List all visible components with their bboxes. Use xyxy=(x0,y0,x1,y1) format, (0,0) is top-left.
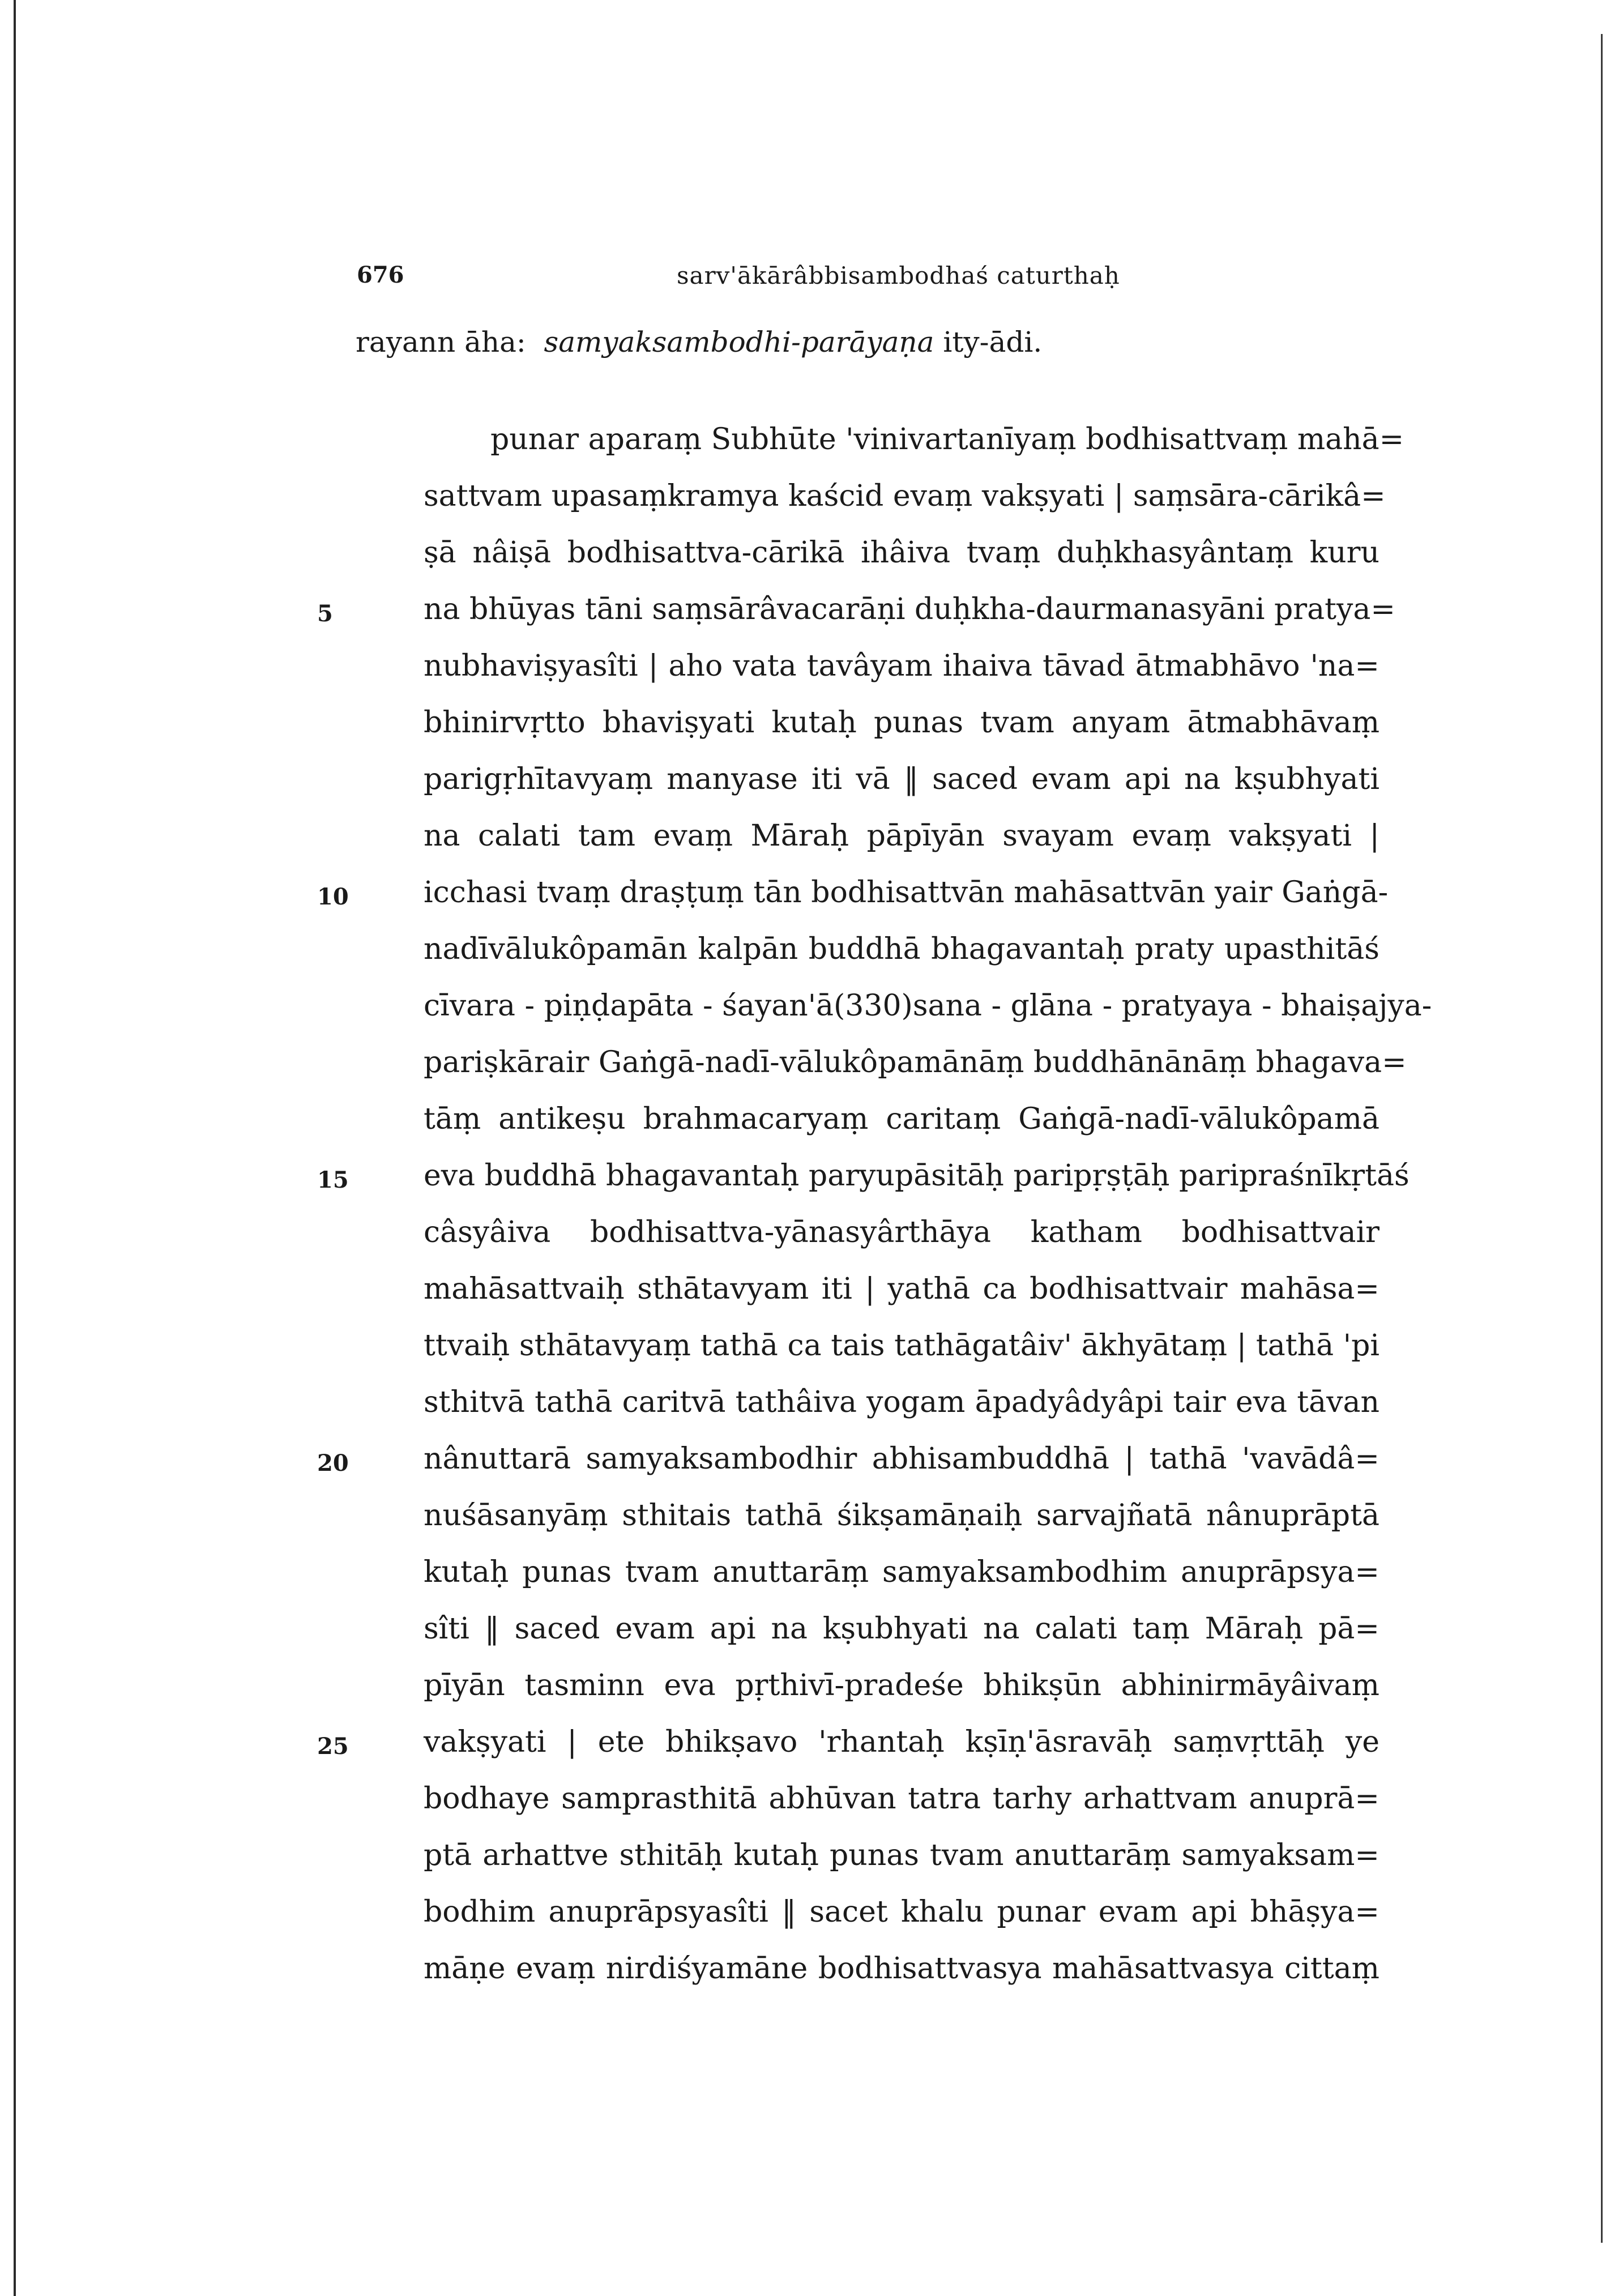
text-line-14: eva buddhā bhagavantaḥ paryupāsitāḥ paripṛṣṭāḥ paripraśnīkṛtāś xyxy=(424,1159,1410,1193)
gutter-rule xyxy=(1601,34,1603,2243)
text-line-25: bodhaye samprasthitā abhūvan tatra tarhy arhattvam anuprā= xyxy=(424,1782,1379,1816)
text-line-9: icchasi tvaṃ draṣṭuṃ tān bodhisattvān mahāsattvān yair Gaṅgā- xyxy=(424,876,1389,910)
text-line-22: sîti ‖ saced evam api na kṣubhyati na calati taṃ Māraḥ pā= xyxy=(424,1612,1379,1646)
text-line-4: na bhūyas tāni saṃsārâvacarāṇi duḥkha-daurmanasyāni pratya= xyxy=(424,592,1395,626)
text-line-26: ptā arhattve sthitāḥ kutaḥ punas tvam anuttarāṃ samyaksam= xyxy=(424,1838,1379,1872)
carry-suffix: ity-ādi. xyxy=(934,326,1043,359)
text-line-1: punar aparaṃ Subhūte 'vinivartanīyaṃ bodhisattvaṃ mahā= xyxy=(490,423,1404,456)
text-line-15: câsyâiva bodhisattva-yānasyârthāya katham bodhisattvair xyxy=(424,1215,1379,1249)
line-number-15: 15 xyxy=(317,1167,349,1193)
carry-over-line xyxy=(356,326,1042,359)
text-line-23: pīyān tasminn eva pṛthivī-pradeśe bhikṣūn abhinirmāyâivaṃ xyxy=(424,1668,1379,1702)
running-title: sarv'ākārâbbisambodhaś caturthaḥ xyxy=(677,262,1120,289)
text-line-2: sattvam upasaṃkramya kaścid evaṃ vakṣyati | saṃsāra-cārikâ= xyxy=(424,479,1386,513)
text-line-20: nuśāsanyāṃ sthitais tathā śikṣamāṇaiḥ sarvajñatā nânuprāptā xyxy=(424,1499,1379,1533)
text-line-3: ṣā nâiṣā bodhisattva-cārikā ihâiva tvaṃ duḥkhasyântaṃ kuru xyxy=(424,536,1379,570)
text-line-27: bodhim anuprāpsyasîti ‖ sacet khalu punar evam api bhāṣya= xyxy=(424,1895,1379,1929)
text-line-11: cīvara - piṇḍapāta - śayan'ā(330)sana - glāna - pratyaya - bhaiṣajya- xyxy=(424,989,1432,1023)
line-number-5: 5 xyxy=(317,600,333,627)
text-line-28: māṇe evaṃ nirdiśyamāne bodhisattvasya mahāsattvasya cittaṃ xyxy=(424,1952,1379,1986)
text-line-19: nânuttarā samyaksambodhir abhisambuddhā | tathā 'vavādâ= xyxy=(424,1442,1379,1476)
line-number-10: 10 xyxy=(317,884,349,910)
carry-prefix: rayann āha: xyxy=(356,326,544,359)
text-line-10: nadīvālukôpamān kalpān buddhā bhagavantaḥ praty upasthitāś xyxy=(424,932,1379,966)
text-line-6: bhinirvṛtto bhaviṣyati kutaḥ punas tvam anyam ātmabhāvaṃ xyxy=(424,706,1379,740)
line-number-20: 20 xyxy=(317,1450,349,1476)
text-line-24: vakṣyati | ete bhikṣavo 'rhantaḥ kṣīṇ'āsravāḥ saṃvṛttāḥ ye xyxy=(424,1725,1379,1759)
text-line-5: nubhaviṣyasîti | aho vata tavâyam ihaiva tāvad ātmabhāvo 'na= xyxy=(424,649,1379,683)
text-line-21: kutaḥ punas tvam anuttarāṃ samyaksambodhim anuprāpsya= xyxy=(424,1555,1379,1589)
page-number: 676 xyxy=(357,262,404,288)
line-number-25: 25 xyxy=(317,1733,349,1760)
text-line-8: na calati tam evaṃ Māraḥ pāpīyān svayam evaṃ vakṣyati | xyxy=(424,819,1379,853)
page-edge-rule xyxy=(14,0,16,2296)
text-line-7: parigṛhītavyaṃ manyase iti vā ‖ saced evam api na kṣubhyati xyxy=(424,762,1379,796)
text-line-16: mahāsattvaiḥ sthātavyam iti | yathā ca bodhisattvair mahāsa= xyxy=(424,1272,1379,1306)
text-line-17: ttvaiḥ sthātavyaṃ tathā ca tais tathāgatâiv' ākhyātaṃ | tathā 'pi xyxy=(424,1329,1379,1363)
text-line-18: sthitvā tathā caritvā tathâiva yogam āpadyâdyâpi tair eva tāvan xyxy=(424,1385,1379,1419)
text-line-13: tāṃ antikeṣu brahmacaryaṃ caritaṃ Gaṅgā-nadī-vālukôpamā xyxy=(424,1102,1379,1136)
text-line-12: pariṣkārair Gaṅgā-nadī-vālukôpamānāṃ buddhānānāṃ bhagava= xyxy=(424,1045,1407,1079)
carry-italic-term: samyaksambodhi-parāyaṇa xyxy=(544,326,934,359)
